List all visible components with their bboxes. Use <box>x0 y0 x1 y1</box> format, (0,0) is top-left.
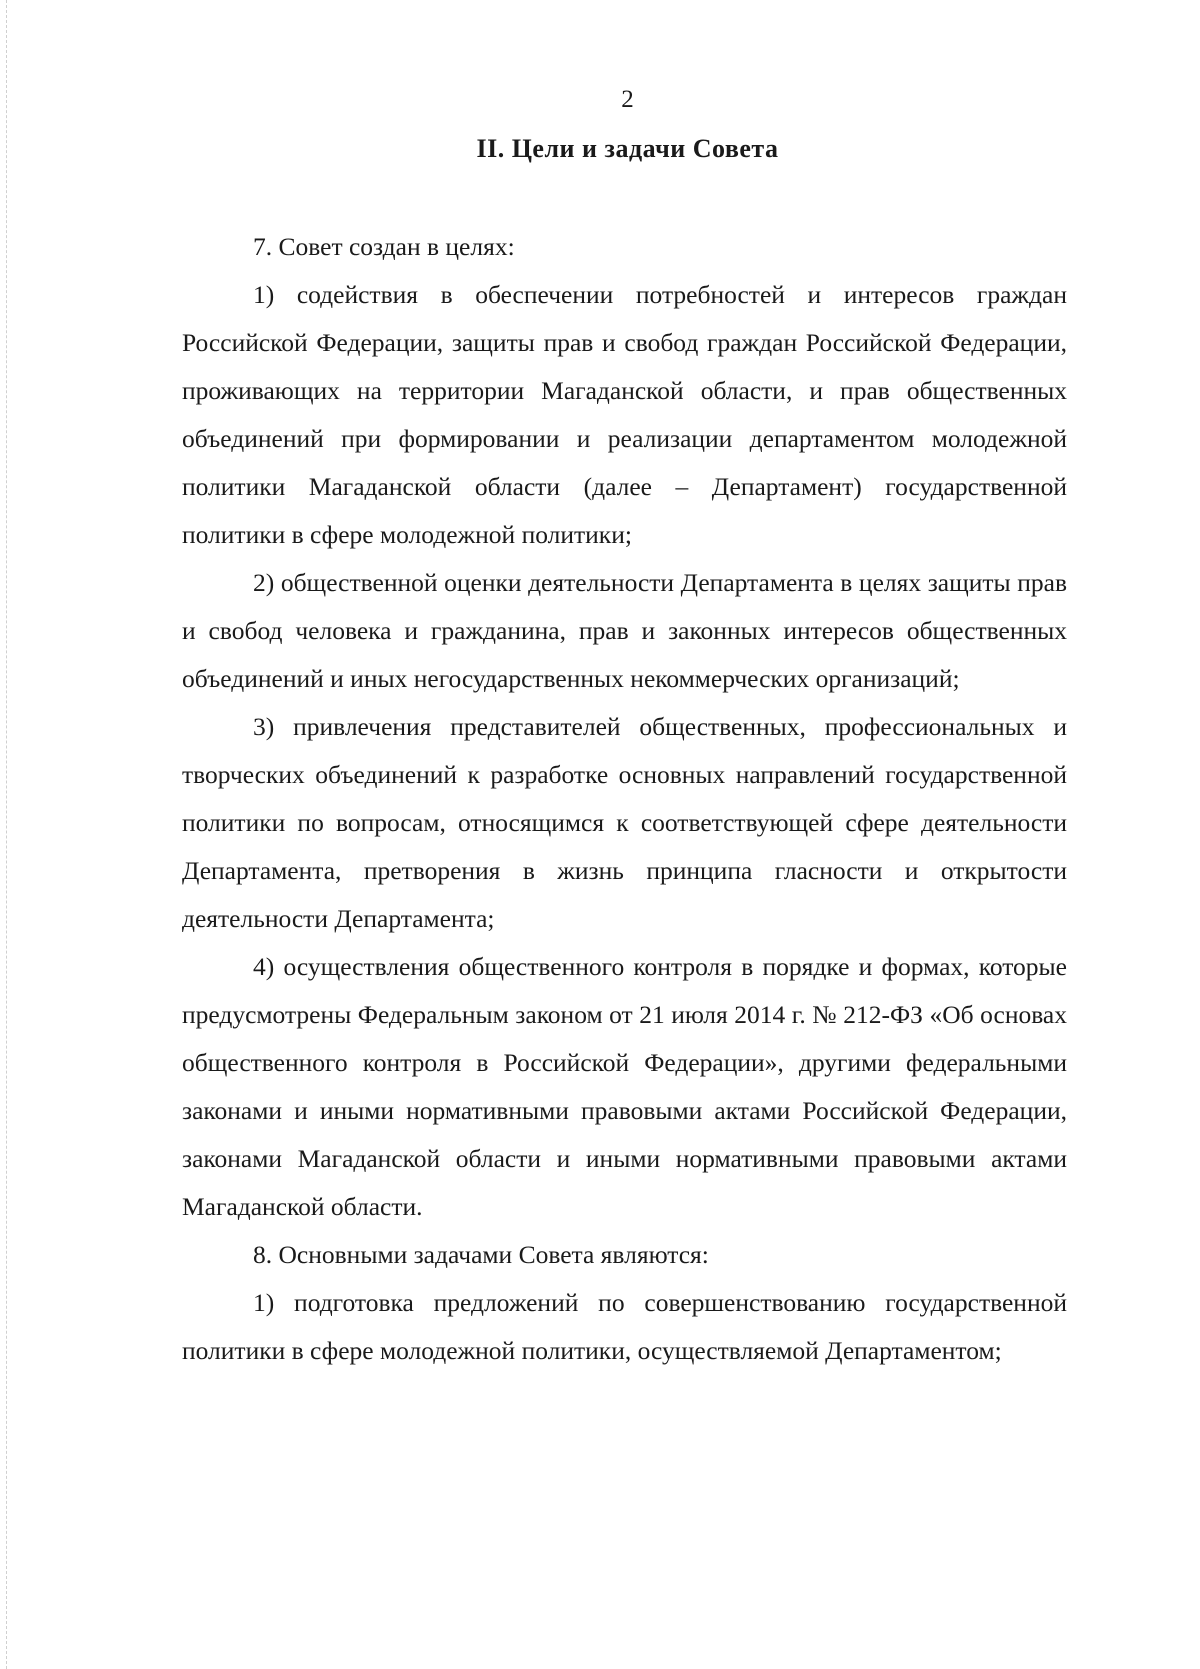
document-body <box>182 223 1067 1375</box>
paragraph-7: 7. Совет создан в целях: <box>253 232 515 261</box>
page-number: 2 <box>621 86 634 113</box>
section-title: II. Цели и задачи Совета <box>476 134 779 163</box>
paragraph-7-item-4: 4) осуществления общественного контроля в порядке и формах, которые предусмотрены Федеральным законом от 21 июля 2014 г. № 212-ФЗ «Об основах общественного контроля в Российской Федерации», другими федеральными законами и иными нормативными правовыми актами Российской Федерации, законами Магаданской области и иными нормативными правовыми актами Магаданской области. <box>182 952 1067 1221</box>
paragraph-7-item-1: 1) содействия в обеспечении потребностей и интересов граждан Российской Федерации, защиты прав и свобод граждан Российской Федерации, проживающих на территории Магаданской области, и прав общественных объединений при формировании и реализации департаментом молодежной политики Магаданской области (далее – Департамент) государственной политики в сфере молодежной политики; <box>182 280 1067 549</box>
paragraph-8: 8. Основными задачами Совета являются: <box>253 1240 709 1269</box>
paragraph-7-item-3: 3) привлечения представителей общественных, профессиональных и творческих объединений к разработке основных направлений государственной политики по вопросам, относящимся к соответствующей сфере деятельности Департамента, претворения в жизнь принципа гласности и открытости деятельности Департамента; <box>182 712 1067 933</box>
paragraph-8-item-1: 1) подготовка предложений по совершенствованию государственной политики в сфере молодежной политики, осуществляемой Департаментом; <box>182 1288 1067 1365</box>
scan-edge-artifact <box>6 0 7 1669</box>
paragraph-7-item-2: 2) общественной оценки деятельности Департамента в целях защиты прав и свобод человека и гражданина, прав и законных интересов общественных объединений и иных негосударственных некоммерческих организаций; <box>182 568 1067 693</box>
